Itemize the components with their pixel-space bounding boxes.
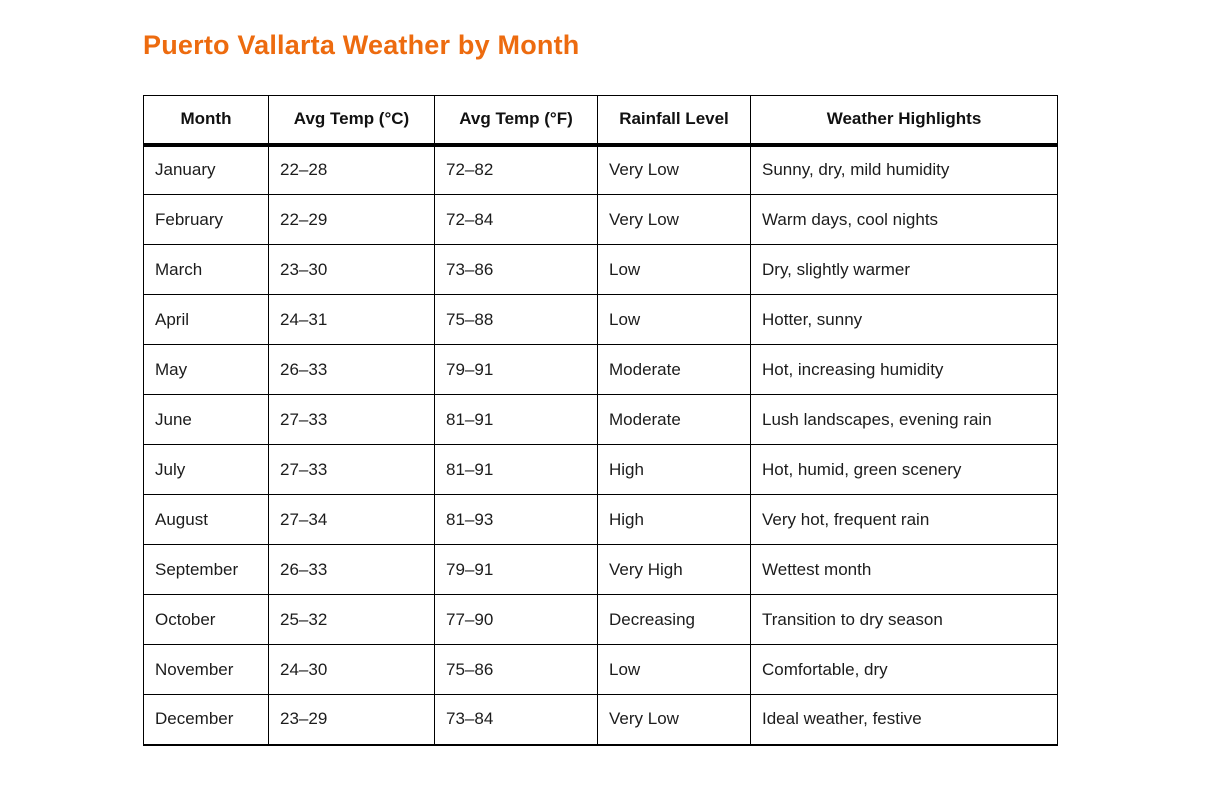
cell-rainfall: High	[598, 445, 751, 495]
cell-temp_f: 75–88	[435, 295, 598, 345]
table-row	[144, 545, 1058, 595]
column-header-highlights: Weather Highlights	[751, 96, 1058, 145]
cell-temp_f: 81–91	[435, 445, 598, 495]
cell-temp_c: 23–29	[269, 695, 435, 745]
cell-month: May	[144, 345, 269, 395]
table-row	[144, 445, 1058, 495]
cell-temp_f: 72–84	[435, 195, 598, 245]
cell-temp_f: 79–91	[435, 345, 598, 395]
page-title: Puerto Vallarta Weather by Month	[143, 30, 580, 60]
cell-temp_c: 24–30	[269, 645, 435, 695]
cell-rainfall: Low	[598, 295, 751, 345]
cell-highlights: Comfortable, dry	[751, 645, 1058, 695]
cell-rainfall: Moderate	[598, 395, 751, 445]
cell-temp_c: 27–33	[269, 395, 435, 445]
cell-highlights: Ideal weather, festive	[751, 695, 1058, 745]
table-row	[144, 295, 1058, 345]
cell-temp_c: 26–33	[269, 545, 435, 595]
column-header-temp_f: Avg Temp (°F)	[435, 96, 598, 145]
table-header	[144, 96, 1058, 145]
cell-temp_c: 27–34	[269, 495, 435, 545]
cell-highlights: Dry, slightly warmer	[751, 245, 1058, 295]
cell-temp_c: 27–33	[269, 445, 435, 495]
cell-rainfall: Very Low	[598, 195, 751, 245]
cell-temp_f: 75–86	[435, 645, 598, 695]
column-header-temp_c: Avg Temp (°C)	[269, 96, 435, 145]
cell-temp_f: 79–91	[435, 545, 598, 595]
header-row	[144, 96, 1058, 145]
table-row	[144, 595, 1058, 645]
cell-month: December	[144, 695, 269, 745]
cell-month: April	[144, 295, 269, 345]
cell-temp_f: 73–86	[435, 245, 598, 295]
cell-month: January	[144, 145, 269, 195]
column-header-month: Month	[144, 96, 269, 145]
cell-highlights: Hot, increasing humidity	[751, 345, 1058, 395]
cell-month: June	[144, 395, 269, 445]
cell-month: November	[144, 645, 269, 695]
table-row	[144, 195, 1058, 245]
cell-rainfall: Decreasing	[598, 595, 751, 645]
cell-temp_c: 22–28	[269, 145, 435, 195]
table-row	[144, 145, 1058, 195]
cell-highlights: Sunny, dry, mild humidity	[751, 145, 1058, 195]
cell-highlights: Lush landscapes, evening rain	[751, 395, 1058, 445]
table-row	[144, 495, 1058, 545]
table-row	[144, 695, 1058, 745]
cell-rainfall: Very Low	[598, 145, 751, 195]
cell-rainfall: Very High	[598, 545, 751, 595]
cell-temp_c: 22–29	[269, 195, 435, 245]
table-body	[144, 145, 1058, 745]
table-row	[144, 395, 1058, 445]
cell-month: August	[144, 495, 269, 545]
cell-month: March	[144, 245, 269, 295]
cell-highlights: Hotter, sunny	[751, 295, 1058, 345]
cell-temp_c: 26–33	[269, 345, 435, 395]
cell-month: February	[144, 195, 269, 245]
cell-highlights: Wettest month	[751, 545, 1058, 595]
cell-temp_c: 23–30	[269, 245, 435, 295]
cell-rainfall: Moderate	[598, 345, 751, 395]
cell-highlights: Very hot, frequent rain	[751, 495, 1058, 545]
cell-rainfall: Low	[598, 245, 751, 295]
table-row	[144, 245, 1058, 295]
weather-table	[143, 95, 1058, 746]
column-header-rainfall: Rainfall Level	[598, 96, 751, 145]
table-row	[144, 345, 1058, 395]
cell-temp_f: 73–84	[435, 695, 598, 745]
cell-rainfall: Very Low	[598, 695, 751, 745]
cell-temp_c: 24–31	[269, 295, 435, 345]
cell-month: October	[144, 595, 269, 645]
cell-temp_c: 25–32	[269, 595, 435, 645]
cell-rainfall: High	[598, 495, 751, 545]
cell-highlights: Transition to dry season	[751, 595, 1058, 645]
cell-month: September	[144, 545, 269, 595]
cell-temp_f: 81–91	[435, 395, 598, 445]
cell-temp_f: 77–90	[435, 595, 598, 645]
cell-month: July	[144, 445, 269, 495]
cell-highlights: Warm days, cool nights	[751, 195, 1058, 245]
cell-temp_f: 81–93	[435, 495, 598, 545]
cell-rainfall: Low	[598, 645, 751, 695]
table-row	[144, 645, 1058, 695]
cell-temp_f: 72–82	[435, 145, 598, 195]
cell-highlights: Hot, humid, green scenery	[751, 445, 1058, 495]
